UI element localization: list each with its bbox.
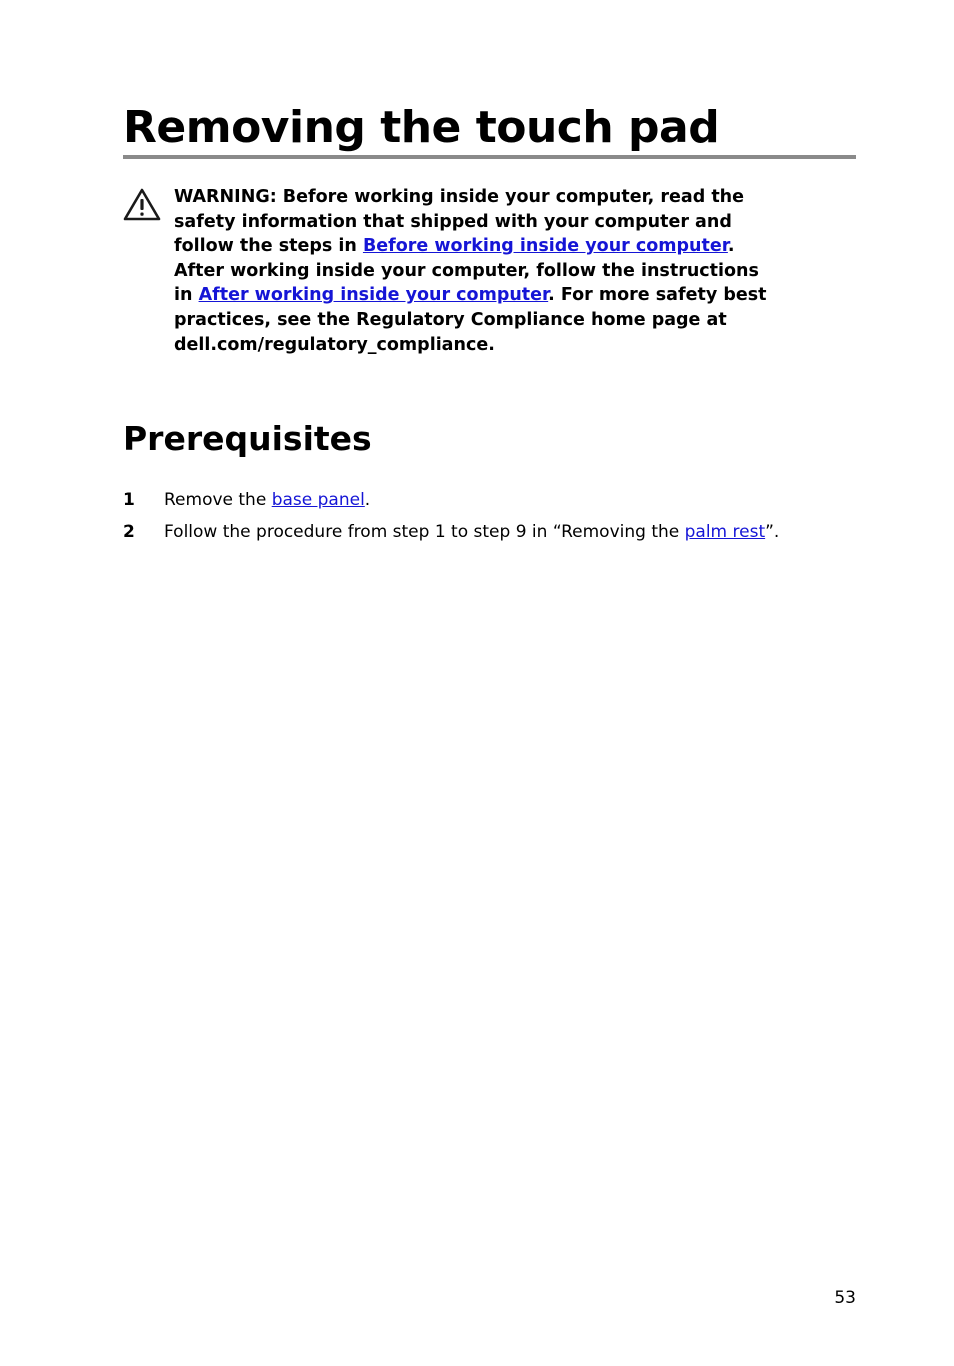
title-divider [123,155,856,159]
warning-line [174,283,850,308]
step-number: 2 [123,522,135,542]
step-text-segment: Remove the [164,490,272,510]
step-text [164,520,779,544]
warning-text-segment: . [727,236,735,257]
base-panel-link[interactable]: base panel [271,490,365,510]
warning-line: WARNING: Before working inside your computer, read the [174,187,745,207]
step-text-segment: Follow the procedure from step 1 to step 9 in “Removing the [164,522,685,542]
warning-notice [174,185,850,357]
after-working-link[interactable]: After working inside your computer [198,285,549,306]
warning-text-segment: in [174,285,199,306]
prerequisites-heading: Prerequisites [123,419,372,458]
page-title: Removing the touch pad [123,102,720,153]
warning-line [174,234,850,259]
warning-triangle-icon [123,187,161,222]
warning-line: safety information that shipped with your computer and [174,211,732,232]
page-number: 53 [834,1288,856,1308]
step-number: 1 [123,490,135,510]
step-text [164,488,370,512]
palm-rest-link[interactable]: palm rest [684,522,766,542]
step-text-segment: . [364,490,371,510]
warning-text-segment: follow the steps in [174,236,363,257]
step-text-segment: ”. [765,522,780,542]
warning-text-segment: . For more safety best [548,285,767,306]
warning-line: practices, see the Regulatory Compliance home page at [174,309,727,330]
warning-line: dell.com/regulatory_compliance. [174,334,495,355]
warning-line: After working inside your computer, follow the instructions [174,260,759,281]
before-working-link[interactable]: Before working inside your computer [362,236,728,257]
